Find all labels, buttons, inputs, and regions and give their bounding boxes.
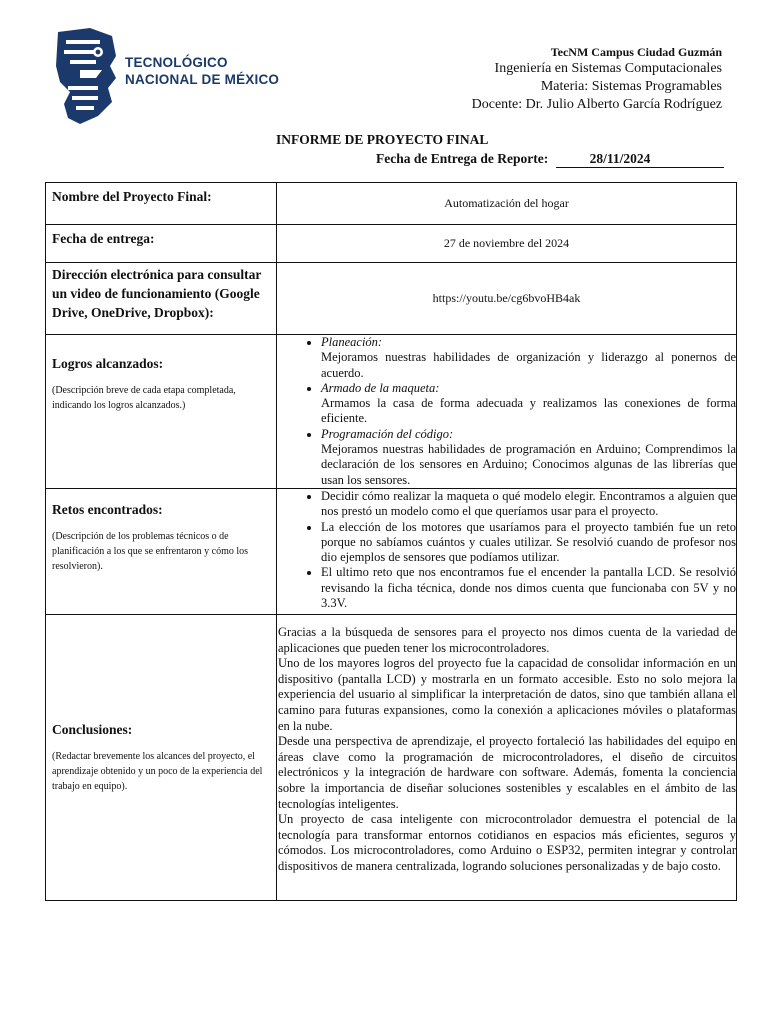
- list-item: [321, 381, 736, 427]
- row-challenges: [46, 488, 737, 614]
- project-name-label-cell: [46, 183, 277, 225]
- institution-header: [472, 44, 722, 114]
- achievements-label-cell: [46, 335, 277, 489]
- logo-line-1: TECNOLÓGICO: [125, 55, 228, 70]
- delivery-date-label-cell: [46, 225, 277, 263]
- career-name: Ingeniería en Sistemas Computacionales: [494, 61, 722, 76]
- project-name-value: Automatización del hogar: [277, 183, 737, 225]
- conclusions-label: Conclusiones:: [52, 721, 133, 737]
- row-conclusions: [46, 614, 737, 900]
- delivery-value: 28/11/2024: [556, 151, 724, 168]
- row-achievements: [46, 335, 737, 489]
- achievement-title: • Programación del código:: [321, 426, 454, 441]
- video-link[interactable]: https://youtu.be/cg6bvoHB4ak: [277, 263, 737, 335]
- achievement-text: Mejoramos nuestras habilidades de organización y liderazgo al ponernos de acuerdo.: [321, 350, 736, 380]
- campus-name: TecNM Campus Ciudad Guzmán: [550, 45, 722, 59]
- logo-line-2: NACIONAL DE MÉXICO: [125, 72, 280, 87]
- eagle-emblem-icon: [50, 26, 120, 126]
- row-video-link: [46, 263, 737, 335]
- achievement-text: Mejoramos nuestras habilidades de programación en Arduino; Comprendimos la declaración de los sensores en Arduino; Conocimos algunas de las librerías que usan los sensores.: [321, 442, 736, 487]
- conclusion-paragraph: Desde una perspectiva de aprendizaje, el proyecto fortaleció las habilidades del equipo en áreas clave como la programación de microcontroladores, el diseño de circuitos electrónicos y la integración de hardware con software. Además, fomenta la conciencia sobre la importancia de diseñar soluciones sostenibles y escalables en el ámbito de las tecnologías inteligentes.: [278, 734, 736, 811]
- delivery-date-label: Fecha de entrega:: [52, 231, 155, 246]
- challenges-description: (Descripción de los problemas técnicos o de planificación a los que se enfrentaron y cómo los resolvieron).: [52, 530, 249, 572]
- teacher-name: Docente: Dr. Julio Alberto García Rodríguez: [471, 97, 722, 112]
- achievements-content: [277, 335, 737, 489]
- conclusions-label-cell: [46, 614, 277, 900]
- challenges-label-cell: [46, 488, 277, 614]
- achievement-title: • Planeación:: [321, 335, 383, 349]
- challenges-content: [277, 488, 737, 614]
- conclusions-description: (Redactar brevemente los alcances del proyecto, el aprendizaje obtenido y un poco de la experiencia del trabajo en equipo).: [52, 750, 263, 792]
- report-title: INFORME DE PROYECTO FINAL: [276, 132, 489, 147]
- tecnm-logo: [50, 26, 280, 126]
- row-project-name: [46, 183, 737, 225]
- video-label: Dirección electrónica para consultar un video de funcionamiento (Google Drive, OneDrive, Dropbox):: [52, 267, 262, 320]
- list-item: • La elección de los motores que usaríamos para el proyecto también fue un reto porque no sabíamos cuántos y cuales utilizar. Se resolvió cuando de profesor nos dio ejemplos de sensores que podíamos utilizar.: [321, 520, 736, 566]
- challenges-label: Retos encontrados:: [52, 501, 163, 517]
- list-item: • Decidir cómo realizar la maqueta o qué modelo elegir. Encontramos a alguien que nos prestó un modelo como el que queríamos usar para el proyecto.: [321, 489, 736, 520]
- subject-name: Materia: Sistemas Programables: [540, 79, 722, 94]
- video-label-cell: [46, 263, 277, 335]
- achievement-text: Armamos la casa de forma adecuada y realizamos las conexiones de forma eficiente.: [321, 396, 736, 426]
- conclusions-content: [277, 614, 737, 900]
- challenges-list: [277, 489, 736, 611]
- row-delivery-date: [46, 225, 737, 263]
- delivery-label: Fecha de Entrega de Reporte:: [376, 151, 549, 166]
- achievements-label: Logros alcanzados:: [52, 356, 164, 371]
- conclusion-paragraph: Uno de los mayores logros del proyecto fue la capacidad de consolidar información en un dispositivo (pantalla LCD) y mostrarla en un formato accesible. Esto no solo mejora la experiencia del usuario al simplificar la interpretación de datos, sino que también allana el camino para futuras expansiones, como la conexión a aplicaciones móviles o plataformas en la nube.: [278, 656, 736, 733]
- achievements-description: (Descripción breve de cada etapa completada, indicando los logros alcanzados.): [52, 385, 236, 411]
- list-item: • El ultimo reto que nos encontramos fue el encender la pantalla LCD. Se resolvió revisando la ficha técnica, donde nos dimos cuenta que funcionaba con 5V y no 3.3V.: [321, 565, 736, 611]
- project-name-label: Nombre del Proyecto Final:: [52, 189, 212, 204]
- report-delivery-date: [376, 151, 724, 168]
- conclusion-paragraph: Gracias a la búsqueda de sensores para el proyecto nos dimos cuenta de la variedad de aplicaciones que pueden tener los microcontroladores.: [278, 624, 736, 655]
- conclusion-paragraph: Un proyecto de casa inteligente con microcontrolador demuestra el potencial de la tecnología para transformar entornos cotidianos en espacios más eficientes, seguros y cómodos. Los microcontroladores, como Arduino o ESP32, permiten integrar y controlar dispositivos de manera centralizada, logrando soluciones personalizadas y de bajo costo.: [278, 812, 736, 873]
- list-item: [321, 427, 736, 488]
- achievement-title: • Armado de la maqueta:: [321, 380, 440, 395]
- project-report-table: [45, 182, 737, 901]
- delivery-date-value: 27 de noviembre del 2024: [277, 225, 737, 263]
- list-item: [321, 335, 736, 381]
- achievements-list: [277, 335, 736, 488]
